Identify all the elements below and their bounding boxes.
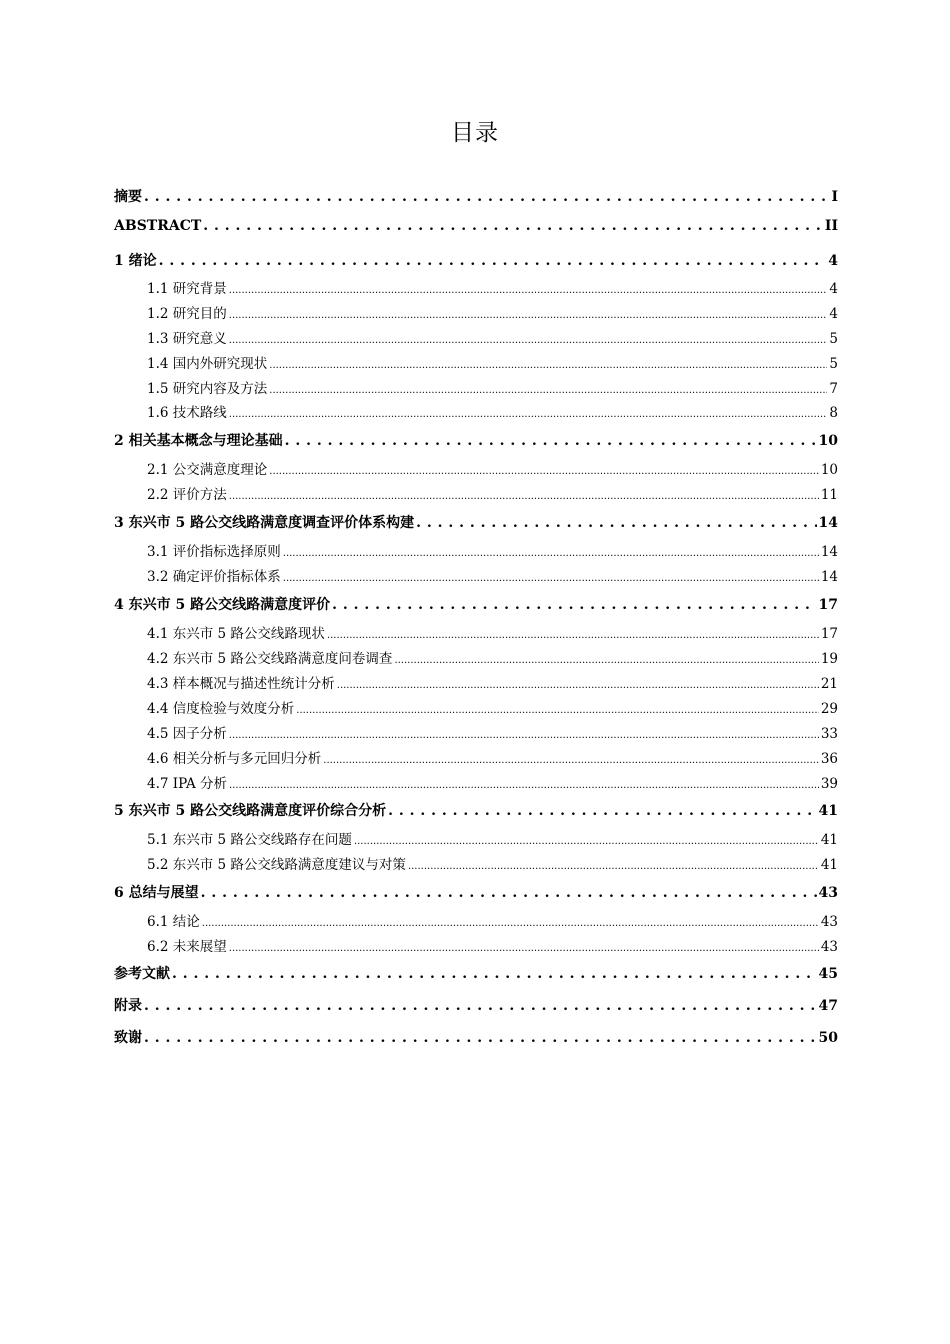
toc-entry[interactable] xyxy=(114,647,838,667)
toc-entry[interactable] xyxy=(114,935,838,955)
toc-entry[interactable] xyxy=(114,218,838,234)
toc-entry-title: 3.1 评价指标选择原则 xyxy=(147,544,281,560)
toc-page-number: 14 xyxy=(820,544,838,560)
toc-dot-leader xyxy=(332,597,816,613)
toc-dot-leader xyxy=(202,914,819,930)
toc-entry[interactable] xyxy=(114,622,838,642)
toc-entry-title: 3.2 确定评价指标体系 xyxy=(147,569,281,585)
toc-entry-title: 6.1 结论 xyxy=(147,914,200,930)
toc-entry[interactable] xyxy=(114,352,838,372)
toc-dot-leader xyxy=(229,405,828,421)
toc-page-number: 14 xyxy=(818,515,838,531)
toc-page-number: 19 xyxy=(820,651,838,667)
toc-page-number: 29 xyxy=(820,701,838,717)
toc-entry[interactable] xyxy=(114,995,838,1015)
toc-page-number: 33 xyxy=(820,726,838,742)
toc-page-number: 17 xyxy=(820,626,838,642)
toc-entry-title: 5.1 东兴市 5 路公交线路存在问题 xyxy=(147,832,352,848)
toc-dot-leader xyxy=(283,569,819,585)
toc-entry[interactable] xyxy=(114,1027,838,1047)
toc-dot-leader xyxy=(144,189,829,205)
toc-dot-leader xyxy=(229,726,819,742)
toc-dot-leader xyxy=(144,1030,817,1046)
toc-entry-title: 2 相关基本概念与理论基础 xyxy=(114,433,283,449)
toc-page-number: 7 xyxy=(829,381,838,397)
toc-entry-title: 5.2 东兴市 5 路公交线路满意度建议与对策 xyxy=(147,857,406,873)
toc-page-number: 43 xyxy=(820,939,838,955)
toc-entry-title: 摘要 xyxy=(114,189,142,205)
toc-entry-title: 1.4 国内外研究现状 xyxy=(147,356,268,372)
toc-entry[interactable] xyxy=(114,186,838,206)
toc-entry[interactable] xyxy=(114,828,838,848)
toc-entry[interactable] xyxy=(114,594,838,614)
toc-entry[interactable] xyxy=(114,458,838,478)
toc-entry-title: 4.1 东兴市 5 路公交线路现状 xyxy=(147,626,325,642)
toc-dot-leader xyxy=(229,939,819,955)
toc-entry[interactable] xyxy=(114,277,838,297)
toc-entry[interactable] xyxy=(114,250,838,270)
toc-entry-title: 1.6 技术路线 xyxy=(147,405,227,421)
toc-page-number: 5 xyxy=(829,331,838,347)
toc-entry-title: 4.3 样本概况与描述性统计分析 xyxy=(147,676,335,692)
toc-dot-leader xyxy=(354,832,819,848)
toc-page-number: 10 xyxy=(818,433,838,449)
toc-entry[interactable] xyxy=(114,512,838,532)
toc-dot-leader xyxy=(229,331,828,347)
toc-entry[interactable] xyxy=(114,800,838,820)
toc-entry-title: 5 东兴市 5 路公交线路满意度评价综合分析 xyxy=(114,803,387,819)
toc-entry[interactable] xyxy=(114,302,838,322)
toc-dot-leader xyxy=(229,487,819,503)
toc-entry[interactable] xyxy=(114,772,838,792)
toc-dot-leader xyxy=(229,281,828,297)
toc-entry[interactable] xyxy=(114,401,838,421)
toc-page-number: 47 xyxy=(818,998,838,1014)
toc-page-number: 4 xyxy=(829,306,838,322)
toc-dot-leader xyxy=(416,515,816,531)
toc-page-number: 43 xyxy=(820,914,838,930)
toc-dot-leader xyxy=(408,857,819,873)
toc-entry-title: 2.1 公交满意度理论 xyxy=(147,462,268,478)
toc-dot-leader xyxy=(159,253,827,269)
toc-page-number: 17 xyxy=(818,597,838,613)
toc-entry-title: 致谢 xyxy=(114,1030,142,1046)
toc-dot-leader xyxy=(327,626,819,642)
toc-page-number: 50 xyxy=(818,1030,838,1046)
toc-entry-title: ABSTRACT xyxy=(114,218,202,234)
toc-page-number: 8 xyxy=(829,405,838,421)
toc-dot-leader xyxy=(269,462,819,478)
toc-dot-leader xyxy=(285,433,817,449)
toc-entry[interactable] xyxy=(114,910,838,930)
toc-entry[interactable] xyxy=(114,377,838,397)
toc-dot-leader xyxy=(394,651,818,667)
toc-entry[interactable] xyxy=(114,882,838,902)
toc-dot-leader xyxy=(269,356,827,372)
toc-entry-title: 4 东兴市 5 路公交线路满意度评价 xyxy=(114,597,331,613)
toc-page-number: 10 xyxy=(820,462,838,478)
toc-entry[interactable] xyxy=(114,430,838,450)
toc-entry-title: 1.5 研究内容及方法 xyxy=(147,381,268,397)
toc-entry[interactable] xyxy=(114,672,838,692)
toc-dot-leader xyxy=(203,218,823,234)
toc-page-number: 45 xyxy=(818,966,838,982)
toc-dot-leader xyxy=(283,544,819,560)
toc-entry[interactable] xyxy=(114,483,838,503)
toc-page-number: 21 xyxy=(820,676,838,692)
toc-entry-title: 附录 xyxy=(114,998,142,1014)
toc-entry-title: 2.2 评价方法 xyxy=(147,487,227,503)
toc-page-number: 5 xyxy=(829,356,838,372)
toc-page-number: 14 xyxy=(820,569,838,585)
toc-entry-title: 1.3 研究意义 xyxy=(147,331,227,347)
toc-dot-leader xyxy=(337,676,819,692)
toc-entry-title: 4.5 因子分析 xyxy=(147,726,227,742)
toc-entry[interactable] xyxy=(114,697,838,717)
toc-dot-leader xyxy=(296,701,819,717)
toc-entry[interactable] xyxy=(114,540,838,560)
toc-entry-title: 6.2 未来展望 xyxy=(147,939,227,955)
toc-dot-leader xyxy=(172,966,817,982)
toc-entry-title: 参考文献 xyxy=(114,966,170,982)
toc-page-number: II xyxy=(824,218,838,234)
toc-page-number: 41 xyxy=(820,857,838,873)
toc-entry[interactable] xyxy=(114,722,838,742)
toc-entry-title: 4.7 IPA 分析 xyxy=(147,776,227,792)
toc-dot-leader xyxy=(388,803,816,819)
toc-entry-title: 1.1 研究背景 xyxy=(147,281,227,297)
toc-page-number: 41 xyxy=(818,803,838,819)
toc-dot-leader xyxy=(229,306,828,322)
toc-dot-leader xyxy=(269,381,827,397)
toc-entry-title: 3 东兴市 5 路公交线路满意度调查评价体系构建 xyxy=(114,515,415,531)
toc-page-number: 11 xyxy=(820,487,838,503)
toc-page-number: 43 xyxy=(818,885,838,901)
page-title: 目录 xyxy=(451,120,499,146)
toc-entry-title: 1.2 研究目的 xyxy=(147,306,227,322)
toc-entry-title: 6 总结与展望 xyxy=(114,885,199,901)
toc-page-number: 39 xyxy=(820,776,838,792)
toc-entry[interactable] xyxy=(114,747,838,767)
toc-entry[interactable] xyxy=(114,963,838,983)
toc-dot-leader xyxy=(144,998,817,1014)
toc-entry-title: 4.6 相关分析与多元回归分析 xyxy=(147,751,322,767)
toc-dot-leader xyxy=(201,885,817,901)
toc-page-number: I xyxy=(831,189,838,205)
toc-entry[interactable] xyxy=(114,565,838,585)
toc-page-number: 4 xyxy=(828,253,838,269)
toc-entry[interactable] xyxy=(114,853,838,873)
toc-page-number: 41 xyxy=(820,832,838,848)
toc-entry-title: 1 绪论 xyxy=(114,253,157,269)
toc-entry-title: 4.4 信度检验与效度分析 xyxy=(147,701,295,717)
toc-page-number: 36 xyxy=(820,751,838,767)
toc-dot-leader xyxy=(323,751,819,767)
toc-entry[interactable] xyxy=(114,327,838,347)
toc-page-number: 4 xyxy=(829,281,838,297)
toc-entry-title: 4.2 东兴市 5 路公交线路满意度问卷调查 xyxy=(147,651,393,667)
toc-dot-leader xyxy=(229,776,819,792)
